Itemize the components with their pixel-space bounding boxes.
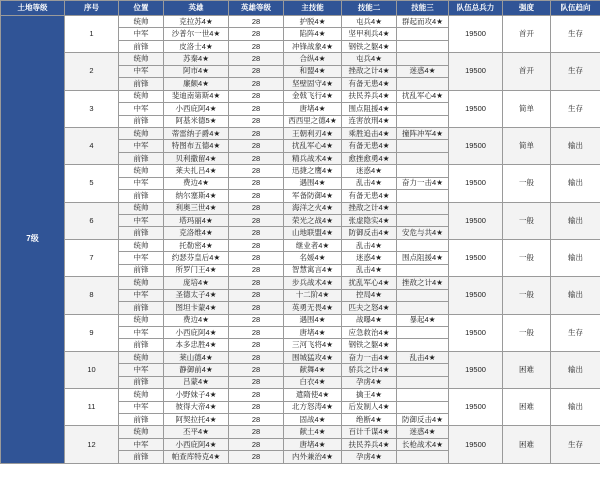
hero-cell: 托勒密4★ (164, 239, 229, 251)
skill-three-cell (397, 339, 449, 351)
main-skill-cell: 固战4★ (284, 414, 342, 426)
skill-two-cell: 连害放刑4★ (342, 115, 397, 127)
skill-three-cell: 迷惑4★ (397, 426, 449, 438)
hero-cell: 静御前4★ (164, 364, 229, 376)
trend-cell: 生存 (551, 314, 600, 351)
skill-three-cell: 围点阻援4★ (397, 252, 449, 264)
skill-two-cell: 防御反击4★ (342, 227, 397, 239)
total-force-cell: 19500 (449, 314, 503, 351)
position-cell: 前锋 (119, 115, 164, 127)
skill-three-cell: 奋力一击4★ (397, 177, 449, 189)
main-skill-cell: 白衣4★ (284, 376, 342, 388)
main-skill-cell: 名媛4★ (284, 252, 342, 264)
strength-cell: 简单 (503, 90, 551, 127)
skill-two-cell: 扶民养兵4★ (342, 438, 397, 450)
main-skill-cell: 唐堵4★ (284, 438, 342, 450)
position-cell: 统帅 (119, 389, 164, 401)
trend-cell: 输出 (551, 389, 600, 426)
skill-two-cell: 围点阻援4★ (342, 103, 397, 115)
skill-two-cell: 迷惑4★ (342, 165, 397, 177)
strength-cell: 一般 (503, 277, 551, 314)
main-skill-cell: 西西里之德4★ (284, 115, 342, 127)
hero-level-cell: 28 (229, 277, 284, 289)
table-row (1, 90, 600, 102)
main-skill-cell: 护脱4★ (284, 16, 342, 28)
hero-level-cell: 28 (229, 177, 284, 189)
hero-cell: 帕查库特克4★ (164, 451, 229, 463)
trend-cell: 输出 (551, 165, 600, 202)
trend-cell: 输出 (551, 202, 600, 239)
skill-two-cell: 有备无患4★ (342, 78, 397, 90)
hero-cell: 克洛维4★ (164, 227, 229, 239)
hero-level-cell: 28 (229, 53, 284, 65)
header-index: 序号 (65, 1, 119, 16)
hero-cell: 塔玛丽4★ (164, 215, 229, 227)
strength-cell: 困难 (503, 351, 551, 388)
skill-two-cell: 坚甲利兵4★ (342, 28, 397, 40)
strength-cell: 首开 (503, 53, 551, 90)
skill-two-cell: 骄兵之计4★ (342, 364, 397, 376)
hero-level-cell: 28 (229, 426, 284, 438)
table-row (1, 239, 600, 251)
position-cell: 中军 (119, 103, 164, 115)
hero-level-cell: 28 (229, 376, 284, 388)
table-row (1, 202, 600, 214)
hero-level-cell: 28 (229, 389, 284, 401)
total-force-cell: 19500 (449, 239, 503, 276)
hero-cell: 斐迪南第斯4★ (164, 90, 229, 102)
strength-cell: 一般 (503, 314, 551, 351)
main-skill-cell: 遇围4★ (284, 177, 342, 189)
skill-three-cell (397, 215, 449, 227)
position-cell: 中军 (119, 438, 164, 450)
position-cell: 统帅 (119, 90, 164, 102)
skill-three-cell (397, 289, 449, 301)
hero-cell: 廉颇4★ (164, 78, 229, 90)
hero-level-cell: 28 (229, 40, 284, 52)
skill-three-cell: 防御反击4★ (397, 414, 449, 426)
skill-three-cell (397, 165, 449, 177)
trend-cell: 生存 (551, 90, 600, 127)
hero-level-cell: 28 (229, 252, 284, 264)
skill-three-cell (397, 103, 449, 115)
skill-two-cell: 钢铁之躯4★ (342, 339, 397, 351)
index-cell: 10 (65, 351, 119, 388)
trend-cell: 输出 (551, 351, 600, 388)
hero-level-cell: 28 (229, 351, 284, 363)
skill-two-cell: 张虚隐实4★ (342, 215, 397, 227)
skill-two-cell: 乘胜追击4★ (342, 127, 397, 139)
main-skill-cell: 和盟4★ (284, 65, 342, 77)
table-row (1, 389, 600, 401)
main-skill-cell: 北方怒涛4★ (284, 401, 342, 413)
total-force-cell: 19500 (449, 277, 503, 314)
skill-three-cell (397, 40, 449, 52)
main-skill-cell: 献土4★ (284, 426, 342, 438)
position-cell: 统帅 (119, 202, 164, 214)
skill-three-cell: 迷惑4★ (397, 65, 449, 77)
skill-two-cell: 后发制人4★ (342, 401, 397, 413)
table-row (1, 165, 600, 177)
index-cell: 7 (65, 239, 119, 276)
hero-level-cell: 28 (229, 264, 284, 276)
header-hero-level: 英雄等级 (229, 1, 284, 16)
position-cell: 前锋 (119, 227, 164, 239)
header-main-skill: 主技能 (284, 1, 342, 16)
hero-level-cell: 28 (229, 414, 284, 426)
trend-cell: 生存 (551, 53, 600, 90)
skill-three-cell (397, 202, 449, 214)
hero-cell: 特图布五德4★ (164, 140, 229, 152)
hero-level-cell: 28 (229, 451, 284, 463)
position-cell: 中军 (119, 326, 164, 338)
skill-two-cell: 迷惑4★ (342, 252, 397, 264)
table-row (1, 127, 600, 139)
position-cell: 统帅 (119, 127, 164, 139)
main-skill-cell: 军备防御4★ (284, 190, 342, 202)
hero-cell: 吕蒙4★ (164, 376, 229, 388)
hero-level-cell: 28 (229, 314, 284, 326)
position-cell: 统帅 (119, 351, 164, 363)
hero-cell: 苏秦4★ (164, 53, 229, 65)
index-cell: 11 (65, 389, 119, 426)
skill-two-cell: 钢铁之躯4★ (342, 40, 397, 52)
skill-three-cell: 暴起4★ (397, 314, 449, 326)
skill-two-cell: 挫敌之计4★ (342, 65, 397, 77)
main-skill-cell: 步兵战术4★ (284, 277, 342, 289)
total-force-cell: 19500 (449, 426, 503, 463)
hero-level-cell: 28 (229, 438, 284, 450)
position-cell: 中军 (119, 289, 164, 301)
main-skill-cell: 献舞4★ (284, 364, 342, 376)
hero-level-cell: 28 (229, 215, 284, 227)
skill-two-cell: 百计千谋4★ (342, 426, 397, 438)
main-skill-cell: 海洋之火4★ (284, 202, 342, 214)
total-force-cell: 19500 (449, 16, 503, 53)
trend-cell: 输出 (551, 127, 600, 164)
hero-cell: 阿市4★ (164, 65, 229, 77)
hero-cell: 小西庇阿4★ (164, 326, 229, 338)
position-cell: 前锋 (119, 376, 164, 388)
position-cell: 中军 (119, 140, 164, 152)
skill-three-cell (397, 115, 449, 127)
main-skill-cell: 坚壁固守4★ (284, 78, 342, 90)
skill-two-cell: 乱击4★ (342, 239, 397, 251)
skill-three-cell: 撞阵冲军4★ (397, 127, 449, 139)
hero-cell: 费边4★ (164, 314, 229, 326)
main-skill-cell: 三河飞将4★ (284, 339, 342, 351)
skill-two-cell: 有备无患4★ (342, 140, 397, 152)
hero-level-cell: 28 (229, 227, 284, 239)
hero-cell: 沙普尔一世4★ (164, 28, 229, 40)
hero-cell: 贝利撒留4★ (164, 152, 229, 164)
main-skill-cell: 山地联盟4★ (284, 227, 342, 239)
hero-cell: 小西庇阿4★ (164, 438, 229, 450)
position-cell: 中军 (119, 252, 164, 264)
skill-three-cell (397, 190, 449, 202)
position-cell: 前锋 (119, 451, 164, 463)
hero-cell: 皮洛士4★ (164, 40, 229, 52)
hero-level-cell: 28 (229, 65, 284, 77)
skill-two-cell: 扶民养兵4★ (342, 90, 397, 102)
main-skill-cell: 王朝利刃4★ (284, 127, 342, 139)
position-cell: 前锋 (119, 78, 164, 90)
skill-three-cell (397, 152, 449, 164)
position-cell: 中军 (119, 28, 164, 40)
skill-three-cell (397, 264, 449, 276)
hero-level-cell: 28 (229, 78, 284, 90)
hero-level-cell: 28 (229, 152, 284, 164)
hero-cell: 蒂雷纳子爵4★ (164, 127, 229, 139)
main-skill-cell: 金戟飞行4★ (284, 90, 342, 102)
skill-three-cell (397, 78, 449, 90)
position-cell: 前锋 (119, 339, 164, 351)
table-body (1, 16, 600, 464)
skill-three-cell (397, 239, 449, 251)
main-skill-cell: 遣隋使4★ (284, 389, 342, 401)
hero-cell: 克拉苏4★ (164, 16, 229, 28)
hero-cell: 庞培4★ (164, 277, 229, 289)
hero-level-cell: 28 (229, 16, 284, 28)
position-cell: 前锋 (119, 264, 164, 276)
skill-three-cell: 挫敌之计4★ (397, 277, 449, 289)
strength-cell: 首开 (503, 16, 551, 53)
skill-two-cell: 挫敌之计4★ (342, 202, 397, 214)
hero-cell: 图坦卡蒙4★ (164, 302, 229, 314)
main-skill-cell: 迅捷之鹰4★ (284, 165, 342, 177)
skill-two-cell: 孕虏4★ (342, 376, 397, 388)
hero-level-cell: 28 (229, 326, 284, 338)
position-cell: 前锋 (119, 302, 164, 314)
skill-two-cell: 屯兵4★ (342, 16, 397, 28)
skill-three-cell: 扰乱军心4★ (397, 90, 449, 102)
header-strength: 强度 (503, 1, 551, 16)
skill-two-cell: 擒王4★ (342, 389, 397, 401)
skill-three-cell (397, 451, 449, 463)
skill-three-cell (397, 302, 449, 314)
table-header (1, 1, 600, 16)
index-cell: 2 (65, 53, 119, 90)
total-force-cell: 19500 (449, 127, 503, 164)
skill-three-cell: 安危与共4★ (397, 227, 449, 239)
header-skill-three: 技能三 (397, 1, 449, 16)
skill-two-cell: 匹夫之怒4★ (342, 302, 397, 314)
header-total-force: 队伍总兵力 (449, 1, 503, 16)
skill-three-cell (397, 364, 449, 376)
skill-two-cell: 绝断4★ (342, 414, 397, 426)
hero-level-cell: 28 (229, 339, 284, 351)
skill-three-cell (397, 326, 449, 338)
table-row (1, 314, 600, 326)
position-cell: 统帅 (119, 426, 164, 438)
total-force-cell: 19500 (449, 351, 503, 388)
hero-cell: 小野妹子4★ (164, 389, 229, 401)
header-trend: 队伍趋向 (551, 1, 600, 16)
table-row (1, 426, 600, 438)
total-force-cell: 19500 (449, 202, 503, 239)
main-skill-cell: 唐堵4★ (284, 326, 342, 338)
skill-three-cell: 乱击4★ (397, 351, 449, 363)
position-cell: 统帅 (119, 277, 164, 289)
hero-cell: 纳尔塞斯4★ (164, 190, 229, 202)
position-cell: 统帅 (119, 314, 164, 326)
main-skill-cell: 智慧寓言4★ (284, 264, 342, 276)
hero-level-cell: 28 (229, 140, 284, 152)
position-cell: 中军 (119, 364, 164, 376)
skill-three-cell (397, 389, 449, 401)
main-skill-cell: 继业者4★ (284, 239, 342, 251)
skill-two-cell: 孕虏4★ (342, 451, 397, 463)
hero-level-cell: 28 (229, 165, 284, 177)
hero-cell: 约瑟芬皇后4★ (164, 252, 229, 264)
header-land-level: 土地等级 (1, 1, 65, 16)
position-cell: 中军 (119, 215, 164, 227)
header-hero: 英雄 (164, 1, 229, 16)
main-skill-cell: 围城猛攻4★ (284, 351, 342, 363)
index-cell: 6 (65, 202, 119, 239)
position-cell: 前锋 (119, 40, 164, 52)
main-skill-cell: 荣光之战4★ (284, 215, 342, 227)
main-skill-cell: 遇围4★ (284, 314, 342, 326)
position-cell: 前锋 (119, 414, 164, 426)
index-cell: 9 (65, 314, 119, 351)
hero-cell: 阿基米德5★ (164, 115, 229, 127)
position-cell: 中军 (119, 177, 164, 189)
main-skill-cell: 内外兼治4★ (284, 451, 342, 463)
hero-level-cell: 28 (229, 401, 284, 413)
strength-cell: 困难 (503, 426, 551, 463)
header-position: 位置 (119, 1, 164, 16)
main-skill-cell: 英勇无畏4★ (284, 302, 342, 314)
skill-two-cell: 战曝4★ (342, 314, 397, 326)
skill-two-cell: 乱击4★ (342, 177, 397, 189)
trend-cell: 生存 (551, 426, 600, 463)
hero-level-cell: 28 (229, 103, 284, 115)
index-cell: 8 (65, 277, 119, 314)
skill-three-cell: 长枪战术4★ (397, 438, 449, 450)
total-force-cell: 19500 (449, 389, 503, 426)
hero-cell: 小西庇阿4★ (164, 103, 229, 115)
hero-cell: 圣德太子4★ (164, 289, 229, 301)
hero-level-cell: 28 (229, 302, 284, 314)
main-skill-cell: 精兵战术4★ (284, 152, 342, 164)
hero-level-cell: 28 (229, 364, 284, 376)
hero-cell: 本多忠胜4★ (164, 339, 229, 351)
skill-three-cell: 群起而攻4★ (397, 16, 449, 28)
skill-three-cell (397, 53, 449, 65)
position-cell: 前锋 (119, 152, 164, 164)
hero-cell: 丕平4★ (164, 426, 229, 438)
position-cell: 中军 (119, 65, 164, 77)
hero-cell: 费边4★ (164, 177, 229, 189)
index-cell: 4 (65, 127, 119, 164)
skill-two-cell: 奋力一击4★ (342, 351, 397, 363)
strength-cell: 困难 (503, 389, 551, 426)
skill-two-cell: 应急救治4★ (342, 326, 397, 338)
skill-two-cell: 愈挫愈勇4★ (342, 152, 397, 164)
table-row (1, 16, 600, 28)
position-cell: 统帅 (119, 239, 164, 251)
skill-three-cell (397, 140, 449, 152)
main-skill-cell: 唐堵4★ (284, 103, 342, 115)
hero-level-cell: 28 (229, 115, 284, 127)
hero-cell: 阿契拉托4★ (164, 414, 229, 426)
trend-cell: 生存 (551, 16, 600, 53)
hero-level-cell: 28 (229, 28, 284, 40)
main-skill-cell: 十二阶4★ (284, 289, 342, 301)
position-cell: 中军 (119, 401, 164, 413)
strength-cell: 简单 (503, 127, 551, 164)
skill-two-cell: 乱击4★ (342, 264, 397, 276)
trend-cell: 输出 (551, 277, 600, 314)
hero-level-cell: 28 (229, 90, 284, 102)
hero-level-cell: 28 (229, 289, 284, 301)
position-cell: 前锋 (119, 190, 164, 202)
strength-cell: 一般 (503, 165, 551, 202)
header-skill-two: 技能二 (342, 1, 397, 16)
skill-two-cell: 控局4★ (342, 289, 397, 301)
strength-cell: 一般 (503, 239, 551, 276)
skill-three-cell (397, 401, 449, 413)
table-row (1, 277, 600, 289)
position-cell: 统帅 (119, 53, 164, 65)
strength-cell: 一般 (503, 202, 551, 239)
skill-three-cell (397, 28, 449, 40)
hero-level-cell: 28 (229, 202, 284, 214)
hero-level-cell: 28 (229, 190, 284, 202)
position-cell: 统帅 (119, 165, 164, 177)
main-skill-cell: 合纵4★ (284, 53, 342, 65)
total-force-cell: 19500 (449, 53, 503, 90)
hero-cell: 利奥三世4★ (164, 202, 229, 214)
trend-cell: 输出 (551, 239, 600, 276)
table-row (1, 351, 600, 363)
hero-cell: 所罗门王4★ (164, 264, 229, 276)
skill-two-cell: 有备无患4★ (342, 190, 397, 202)
index-cell: 12 (65, 426, 119, 463)
hero-cell: 莱夫扎吕4★ (164, 165, 229, 177)
land-level-cell: 7级 (1, 16, 65, 464)
hero-level-cell: 28 (229, 239, 284, 251)
main-skill-cell: 冲锋战象4★ (284, 40, 342, 52)
skill-two-cell: 扰乱军心4★ (342, 277, 397, 289)
total-force-cell: 19500 (449, 90, 503, 127)
total-force-cell: 19500 (449, 165, 503, 202)
index-cell: 5 (65, 165, 119, 202)
hero-cell: 莱山德4★ (164, 351, 229, 363)
hero-cell: 彼得大帝4★ (164, 401, 229, 413)
table-row (1, 53, 600, 65)
index-cell: 3 (65, 90, 119, 127)
position-cell: 统帅 (119, 16, 164, 28)
skill-two-cell: 屯兵4★ (342, 53, 397, 65)
index-cell: 1 (65, 16, 119, 53)
main-skill-cell: 扰乱军心4★ (284, 140, 342, 152)
skill-three-cell (397, 376, 449, 388)
hero-level-cell: 28 (229, 127, 284, 139)
main-skill-cell: 陷阵4★ (284, 28, 342, 40)
